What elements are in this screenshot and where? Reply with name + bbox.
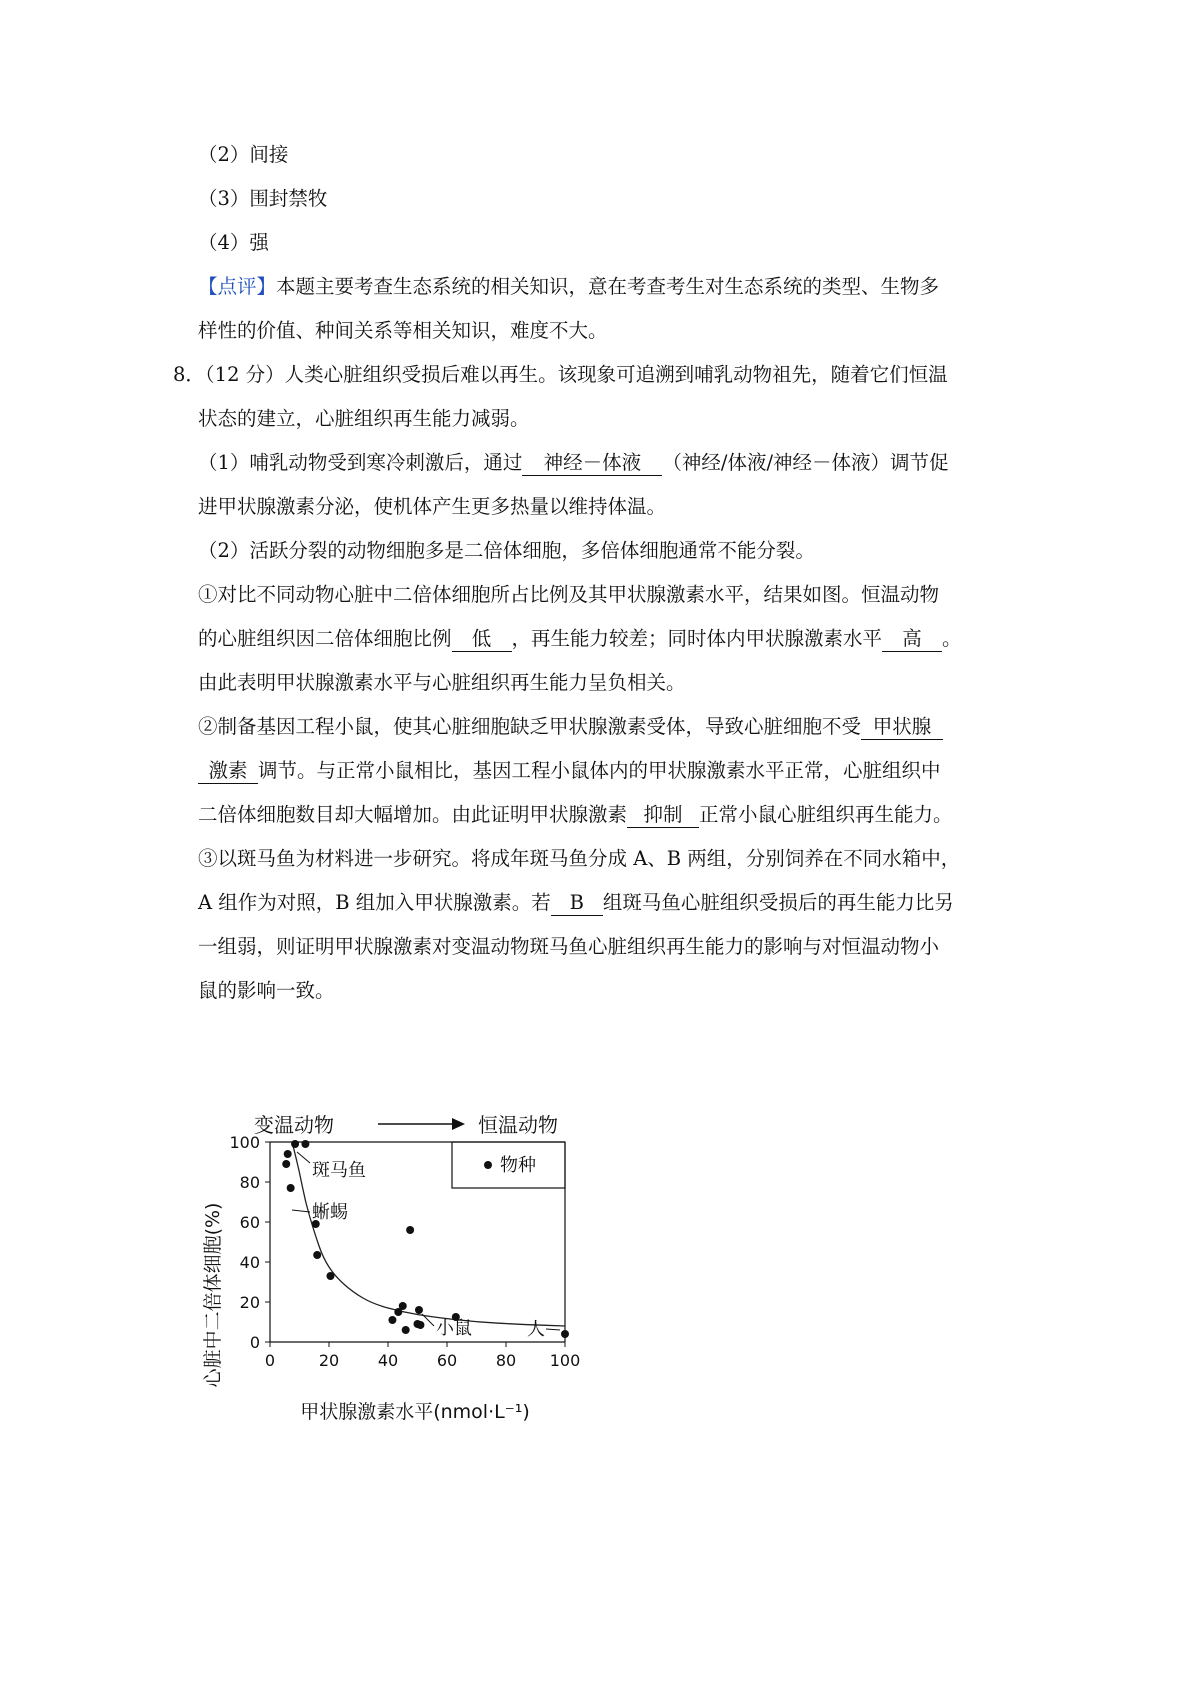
annotation-human: 人	[527, 1319, 545, 1340]
annotation-lizard: 蜥蜴	[312, 1202, 348, 1223]
q8-sub3-line-1: ③以斑马鱼为材料进一步研究。将成年斑马鱼分成 A、B 两组，分别饲养在不同水箱中，	[198, 847, 961, 870]
q8-sub1-line-3: 由此表明甲状腺激素水平与心脏组织再生能力呈负相关。	[198, 671, 686, 694]
annotation-zebrafish: 斑马鱼	[312, 1160, 366, 1181]
data-point	[561, 1330, 569, 1338]
data-point	[291, 1140, 299, 1148]
x-tick-label: 0	[264, 1351, 276, 1370]
transition-arrow-head	[452, 1118, 465, 1130]
data-point	[287, 1184, 295, 1192]
data-point	[313, 1251, 321, 1259]
comment-line-1	[198, 274, 939, 300]
q8-part1-text-b: （神经/体液/神经－体液）调节促	[662, 451, 949, 474]
annotation-human-pointer	[546, 1329, 560, 1330]
answer-blank-regulation: 神经－体液	[522, 451, 662, 476]
q8-sub2-line-1	[198, 714, 943, 740]
y-tick-label: 40	[239, 1253, 260, 1272]
q8-sub1-text-a: 的心脏组织因二倍体细胞比例	[198, 627, 452, 650]
data-point	[326, 1272, 334, 1280]
y-tick-label: 100	[229, 1133, 260, 1152]
q8-sub2-text-d: 正常小鼠心脏组织再生能力。	[699, 803, 953, 826]
scatter-chart	[200, 1100, 620, 1440]
x-tick-label: 100	[549, 1351, 581, 1370]
data-point	[402, 1326, 410, 1334]
q8-stem-line-1: 8．（12 分）人类心脏组织受损后难以再生。该现象可追溯到哺乳动物祖先，随着它们恒温	[173, 363, 948, 386]
q8-sub1-line-2	[198, 626, 962, 652]
data-point	[415, 1306, 423, 1314]
answer-2: （2）间接	[198, 143, 289, 166]
data-point	[284, 1150, 292, 1158]
y-tick-label: 60	[239, 1213, 260, 1232]
top-label-homeotherm: 恒温动物	[478, 1113, 558, 1137]
comment-line-2: 样性的价值、种间关系等相关知识，难度不大。	[198, 319, 608, 342]
q8-part1-line-2: 进甲状腺激素分泌，使机体产生更多热量以维持体温。	[198, 495, 667, 518]
x-axis-label: 甲状腺激素水平(nmol·L⁻¹)	[300, 1401, 530, 1423]
comment-tag: 【点评】	[198, 275, 277, 298]
q8-sub3-line-4: 鼠的影响一致。	[198, 979, 335, 1002]
answer-blank-effect: 抑制	[627, 803, 699, 828]
answer-blank-hormone-b: 激素	[198, 759, 258, 784]
data-point	[416, 1321, 424, 1329]
data-point	[394, 1308, 402, 1316]
top-label-poikilotherm: 变温动物	[254, 1113, 334, 1137]
y-tick-label: 20	[239, 1293, 260, 1312]
answer-blank-ratio: 低	[452, 627, 512, 652]
q8-sub3-line-3: 一组弱，则证明甲状腺激素对变温动物斑马鱼心脏组织再生能力的影响与对恒温动物小	[198, 935, 940, 958]
legend-label: 物种	[500, 1155, 536, 1176]
answer-blank-level: 高	[882, 627, 942, 652]
comment-text-1: 本题主要考查生态系统的相关知识，意在考查考生对生态系统的类型、生物多	[276, 275, 940, 298]
q8-part2-line-1: （2）活跃分裂的动物细胞多是二倍体细胞，多倍体细胞通常不能分裂。	[198, 539, 815, 562]
x-tick-label: 20	[318, 1351, 340, 1370]
q8-sub2-text-a: ②制备基因工程小鼠，使其心脏细胞缺乏甲状腺激素受体，导致心脏细胞不受	[198, 715, 862, 738]
y-axis-label: 心脏中二倍体细胞(%)	[202, 1202, 224, 1388]
x-tick-label: 40	[377, 1351, 399, 1370]
q8-sub3-line-2	[198, 890, 954, 916]
q8-sub3-text-b: 组斑马鱼心脏组织受损后的再生能力比另	[602, 891, 954, 914]
q8-part1-text-a: （1）哺乳动物受到寒冷刺激后，通过	[198, 451, 523, 474]
q8-sub3-text-a: A 组作为对照，B 组加入甲状腺激素。若	[198, 891, 551, 914]
q8-sub2-line-2	[198, 758, 941, 784]
x-tick-label: 80	[495, 1351, 517, 1370]
legend-marker	[484, 1161, 492, 1169]
data-point	[388, 1316, 396, 1324]
data-point	[282, 1160, 290, 1168]
q8-sub1-line-1: ①对比不同动物心脏中二倍体细胞所占比例及其甲状腺激素水平，结果如图。恒温动物	[198, 583, 940, 606]
q8-sub2-text-b: 调节。与正常小鼠相比，基因工程小鼠体内的甲状腺激素水平正常，心脏组织中	[258, 759, 941, 782]
data-point	[301, 1140, 309, 1148]
y-tick-label: 0	[249, 1333, 260, 1352]
annotation-mouse: 小鼠	[436, 1318, 472, 1339]
q8-part1-line-1	[198, 450, 949, 476]
data-point	[406, 1226, 414, 1234]
q8-sub1-text-b: ，再生能力较差；同时体内甲状腺激素水平	[511, 627, 883, 650]
q8-sub2-line-3	[198, 802, 953, 828]
answer-4: （4）强	[198, 231, 269, 254]
annotation-zebrafish-pointer	[297, 1152, 310, 1163]
q8-sub1-text-c: 。	[942, 627, 962, 650]
answer-3: （3）围封禁牧	[198, 187, 328, 210]
x-tick-label: 60	[436, 1351, 458, 1370]
answer-blank-hormone-a: 甲状腺	[861, 715, 943, 740]
answer-blank-group: B	[551, 891, 603, 916]
y-tick-label: 80	[239, 1173, 260, 1192]
q8-stem-line-2: 状态的建立，心脏组织再生能力减弱。	[198, 407, 530, 430]
q8-sub2-text-c: 二倍体细胞数目却大幅增加。由此证明甲状腺激素	[198, 803, 628, 826]
